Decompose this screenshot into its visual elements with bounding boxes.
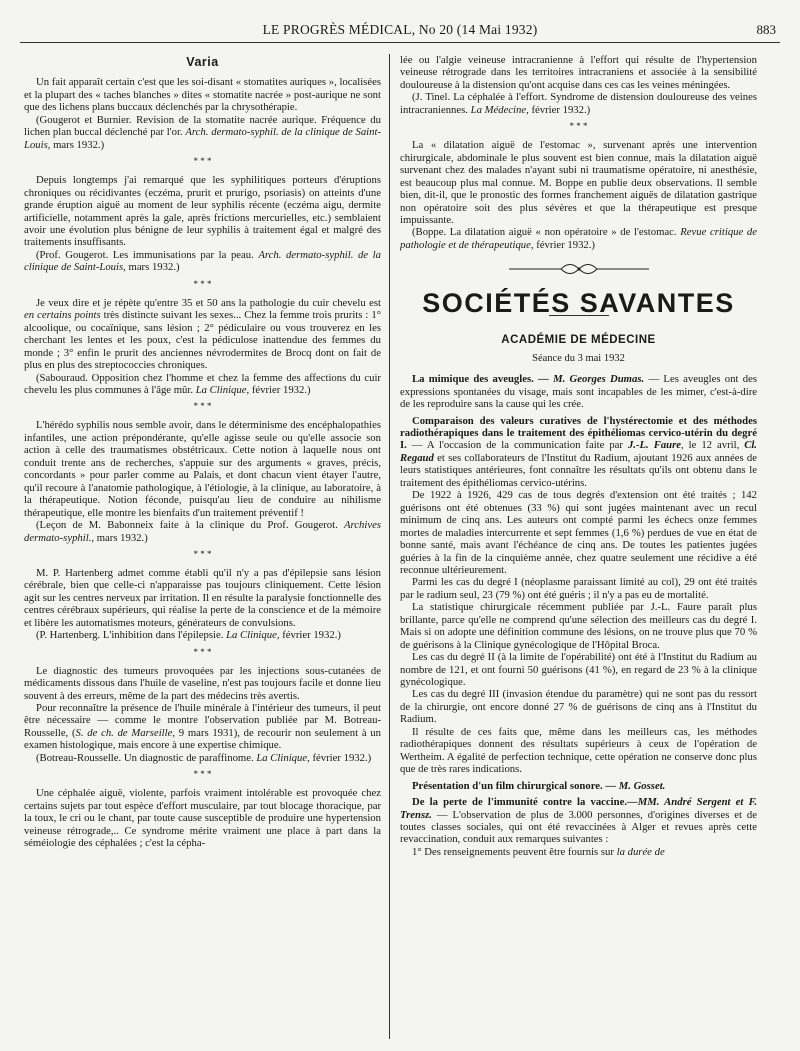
asterism: * * * — [193, 646, 212, 657]
asterism: * * * — [193, 769, 212, 780]
paragraph: Pour reconnaître la présence de l'huile minérale à l'intérieur des tumeurs, il peut être nécessaire — comme le montre l'observation publiée par M. Botreau-Rousselle, (S. de ch. de Marseille, 9 mars 1931), de recourir non seulement à un examen histologique, mais encore à une expertise chimique. — [24, 702, 381, 752]
right-column — [400, 54, 757, 1039]
paragraph: Le diagnostic des tumeurs provoquées par les injections sous-cutanées de médicaments dissous dans l'huile de vaseline, n'est pas toujours facile et donne lieu souvent à des erreurs, même de la part des médecins très avertis. — [24, 664, 381, 702]
session-date: Séance du 3 mai 1932 — [532, 352, 625, 364]
ornament-divider — [400, 263, 757, 278]
asterism: * * * — [569, 121, 588, 132]
reference: (Boppe. La dilatation aiguë « non opératoire » de l'estomac. Revue critique de pathologie et de thérapeutique, février 1932.) — [400, 226, 757, 251]
academy-heading: ACADÉMIE DE MÉDECINE — [501, 334, 656, 347]
paragraph: Les cas du degré II (à la limite de l'opérabilité) ont été à l'Institut du Radium au nombre de 121, et ont fourni 50 guérisons (41 %), en regard de 23 % à la clinique gynécologique. — [400, 651, 757, 689]
paragraph: Un fait apparaît certain c'est que les soi-disant « stomatites auriques », localisées et la plupart des « taches blanches » dites « stomatite nacrée » post-aurique ne sont que des lichens plans buccaux déclenchés par la chrysothérapie. — [24, 76, 381, 114]
section-title-varia: Varia — [186, 55, 219, 69]
paragraph: Depuis longtemps j'ai remarqué que les syphilitiques porteurs d'éruptions chroniques ou récidivantes (eczéma, prurit et prurigo, psoriasis) on atteints d'une grande éruption aiguë au moment de leur syphilis récente (eczéma aigu, dermite artificielle, notamment après la gale, après frictions mercurielles, etc.) semblaient avoir une évolution plus bénigne de leur syphilis à traitement égal et malgré des traitements insuffisants. — [24, 174, 381, 249]
article: La mimique des aveugles. — M. Georges Dumas. — Les aveugles ont des expressions spontanées du visage, mais sont incapables de les mimer, c'est-à-dire de les reproduire sans la cause qui les crée. — [400, 373, 757, 411]
paragraph: De 1922 à 1926, 429 cas de tous degrés d'extension ont été traités ; 142 guérisons ont été obtenues (33 %) qui sont jugées maintenant avec un recul minimum de cinq ans. Les auteurs ont compté parmi les échecs onze femmes mortes de maladies intercurrente et sept femmes (1,6 %) perdues de vue en état de bonne santé, mais avant l'échéance de cinq ans. De toutes les patientes jugées guéries à la fin de la cinquième année, chez quatre seulement une récidive a été reconnue ultérieurement. — [400, 489, 757, 576]
article: Présentation d'un film chirurgical sonore. — M. Gosset. — [412, 779, 666, 792]
paragraph: Il résulte de ces faits que, même dans les meilleurs cas, les méthodes radiothérapiques donnent des résultats supérieurs à ceux de l'opération de Wertheim. A égalité de perfection technique, cette opération ne conserve donc plus que de très rares indications. — [400, 725, 757, 776]
paragraph: Une céphalée aiguë, violente, parfois vraiment intolérable est provoquée chez certains sujets par tout espèce d'effort musculaire, par tout blocage thoracique, par la toux, le cri ou le chant, par toute cause susceptible de produire une hypertension veineuse rétrograde,.. Ce syndrome mérite vraiment une place à part dans la séméiologie des céphalées ; c'est la cépha- — [24, 787, 381, 850]
left-column — [24, 54, 381, 1039]
asterism: * * * — [193, 401, 212, 412]
running-header — [20, 20, 780, 43]
paragraph: L'hérédo syphilis nous semble avoir, dans le déterminisme des encéphalopathies infantiles, une action prépondérante, qu'elle agisse seule ou qu'elle associe son action à celle des traumatismes obstétricaux. Cette notion à laquelle nous ont conduit trente ans de recherches, s'appuie sur des arguments « graves, précis, concordants » pour parler comme au Palais, et dont chacun vient étayer l'autre, qu'il recoure à l'anatomie pathologique, à l'étiologie, à la clinique, au laboratoire, à la thérapeutique. Notion féconde, puisqu'au lieu de conduire au nihilisme thérapeutique, elle montre les bienfaits d'un traitement préventif ! — [24, 419, 381, 519]
reference: (Prof. Gougerot. Les immunisations par la peau. Arch. dermato-syphil. de la clinique de Saint-Louis, mars 1932.) — [24, 248, 381, 274]
reference: (P. Hartenberg. L'inhibition dans l'épilepsie. La Clinique, février 1932.) — [36, 629, 341, 642]
reference: (J. Tinel. La céphalée à l'effort. Syndrome de distension douloureuse des veines intracraniennes. La Médecine, février 1932.) — [400, 91, 757, 116]
ornament-icon — [509, 263, 649, 275]
paragraph: La « dilatation aiguë de l'estomac », survenant après une intervention chirurgicale, abdominale le plus souvent est bien connue, mais la dilatation aiguë survenant chez des malades n'ayant subi ni traumatisme opératoire, ni anesthésie, est beaucoup plus mal connue. M. Boppe en publie deux observations. Il semble bien, dit-il, que le pronostic des formes franchement aiguës de dilatation gastrique non opératoire soit des plus sévères et que la thérapeutique est presque impuissante. — [400, 139, 757, 226]
reference: (Sabouraud. Opposition chez l'homme et chez la femme des affections du cuir chevelu les plus communes à l'âge mûr. La Clinique, février 1932.) — [24, 371, 381, 396]
paragraph: Je veux dire et je répète qu'entre 35 et 50 ans la pathologie du cuir chevelu est en certains points très distincte suivant les sexes... Chez la femme trois prurits : 1° alcoolique, ou cocaïnique, sans lésion ; 2° pédiculaire ou vous trouverez en les cherchant les lentes et les poux, c'est la pédiculose inattendue des femmes du monde ; 3° enfin le prurit des anciennes névrodermites de Brocq dont on fait de plus en plus des streptococcies chroniques. — [24, 296, 381, 372]
paragraph: lée ou l'algie veineuse intracranienne à l'effort qui résulte de l'hypertension veineuse rétrograde dans les territoires intracraniens et associée à la sensibilité douloureuse à la distension qu'ont acquise dans ces cas les veines méningées. — [400, 54, 757, 91]
reference: (Gougerot et Burnier. Revision de la stomatite nacrée aurique. Fréquence du lichen plan buccal déclenché par l'or. Arch. dermato-syphil. de la clinique de Saint-Louis, mars 1932.) — [24, 113, 381, 151]
reference: (Botreau-Rousselle. Un diagnostic de paraffinome. La Clinique, février 1932.) — [36, 751, 372, 764]
asterism: * * * — [193, 278, 212, 289]
reference: (Leçon de M. Babonneix faite à la clinique du Prof. Gougerot. Archives dermato-syphil., mars 1932.) — [24, 519, 381, 544]
column-divider — [389, 54, 390, 1039]
page-number: 883 — [756, 22, 776, 37]
paragraph: La statistique chirurgicale récemment publiée par J.-L. Faure paraît plus brillante, parce qu'elle ne comprend qu'une sélection des meilleurs cas du degré I. Mais si on adopte une définition commune des lésions, on ne trouve plus que 70 % de guérisons à la Clinique gynécologique de l'Hôpital Broca. — [400, 601, 757, 651]
article: Comparaison des valeurs curatives de l'hystérectomie et des méthodes radiothérapiques dans le traitement des épithéliomas cervico-utérin du degré I. — A l'occasion de la communication faite par J.-L. Faure, le 12 avril, Cl. Regaud et ses collaborateurs de l'Institut du Radium, ajoutant 1926 aux années de leurs statistiques antérieures, font connaître les résultats qu'ils ont obtenu dans le traitement des épithéliomas cervico-utérins. — [400, 414, 757, 489]
paragraph: Parmi les cas du degré I (néoplasme paraissant limité au col), 29 ont été traités par le radium seul, 23 (79 %) ont été guéris ; il n'y a pas eu de mortalité. — [400, 576, 757, 601]
asterism: * * * — [193, 156, 212, 167]
article: De la perte de l'immunité contre la vaccine.—MM. André Sergent et F. Trensz. — L'observation de plus de 3.000 personnes, d'origines diverses et de toutes classes sociales, qui ont été revaccinées à Alger et revues après cette revaccination, conduit aux remarques suivantes : — [400, 796, 757, 846]
asterism: * * * — [193, 548, 212, 559]
paragraph: 1° Des renseignements peuvent être fournis sur la durée de — [412, 845, 665, 858]
section-title-societes: SOCIÉTÉS SAVANTES — [422, 287, 735, 318]
paragraph: M. P. Hartenberg admet comme établi qu'il n'y a pas d'épilepsie sans lésion cérébrale, bien que celle-ci n'apparaisse pas toujours cliniquement. Cette lésion agit sur les centres nerveux par irritation. Il en résulte la paralysie fonctionnelle des centres cérébraux supérieurs, qui réalise la perte de la conscience et de la mémoire et libère les automatismes moteurs, générateurs de convulsions. — [24, 566, 381, 629]
journal-title: LE PROGRÈS MÉDICAL, No 20 (14 Mai 1932) — [262, 22, 538, 37]
paragraph: Les cas du degré III (invasion étendue du paramètre) qui ne sont pas du ressort de la chirurgie, ont encore donné 27 % de guérisons de cinq ans à l'Institut du Radium. — [400, 688, 757, 726]
